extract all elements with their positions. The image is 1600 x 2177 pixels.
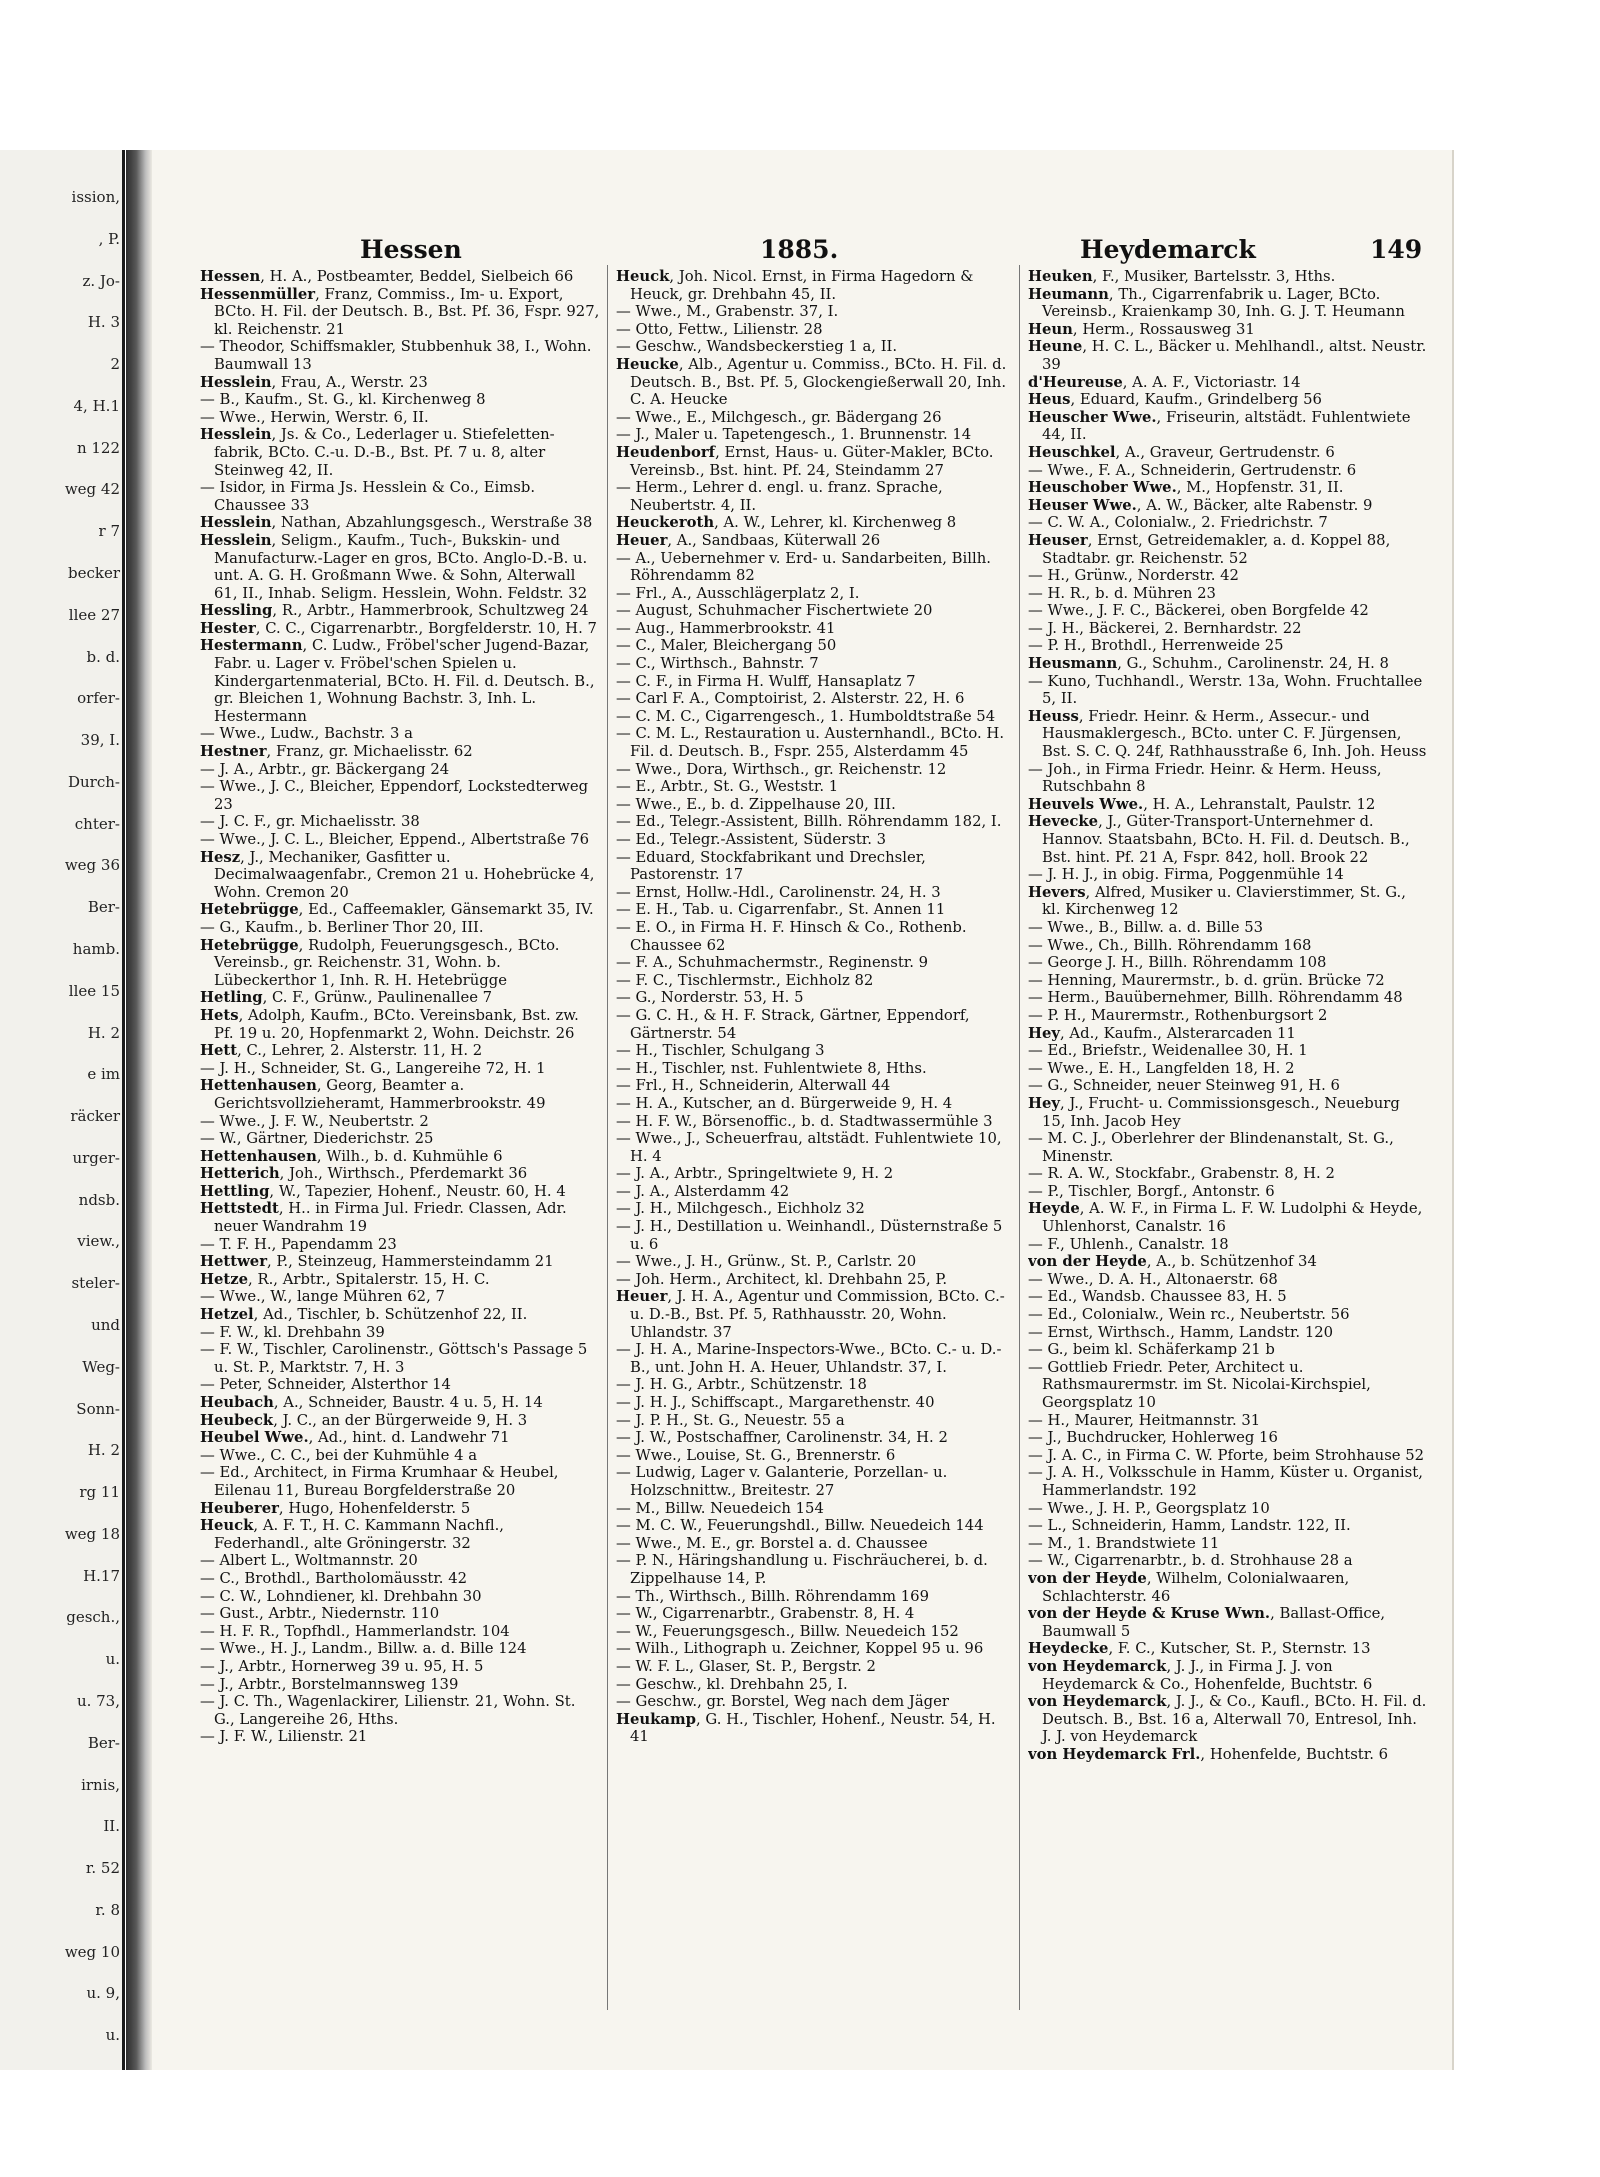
directory-entry: — Joh. Herm., Architect, kl. Drehbahn 25, P. bbox=[616, 1270, 948, 1288]
directory-entry: Hessling, R., Arbtr., Hammerbrook, Schultzweg 24 bbox=[200, 602, 589, 620]
directory-entry: — Wwe., J. C., Bleicher, Eppendorf, Lockstedterweg 23 bbox=[200, 778, 589, 813]
directory-entry: Hesz, J., Mechaniker, Gasfitter u. Decimalwaagenfabr., Cremon 21 u. Hohebrücke 4, Wohn. Cremon 20 bbox=[200, 848, 595, 901]
directory-entry: Heuken, F., Musiker, Bartelsstr. 3, Hths. bbox=[1028, 268, 1336, 285]
directory-entry: — Wwe., D. A. H., Altonaerstr. 68 bbox=[1028, 1270, 1278, 1288]
directory-entry: — Otto, Fettw., Lilienstr. 28 bbox=[616, 320, 823, 338]
directory-entry: — M., 1. Brandstwiete 11 bbox=[1028, 1534, 1220, 1552]
directory-entry: Hevecke, J., Güter-Transport-Unternehmer d. Hannov. Staatsbahn, BCto. H. Fil. d. Deutsch. B., Bst. hint. Pf. 21 A, Fspr. 842, holl. Brook 22 bbox=[1028, 813, 1410, 866]
directory-entry: — Wwe., E., Milchgesch., gr. Bädergang 26 bbox=[616, 408, 942, 426]
left-page-text-fragment: und bbox=[91, 1316, 120, 1334]
directory-entry: — Wwe., J. F. W., Neubertstr. 2 bbox=[200, 1112, 429, 1130]
left-page-text-fragment: H. 3 bbox=[87, 313, 120, 332]
directory-entry: — Wwe., J. F. C., Bäckerei, oben Borgfelde 42 bbox=[1028, 602, 1369, 620]
directory-entry: Heune, H. C. L., Bäcker u. Mehlhandl., altst. Neustr. 39 bbox=[1028, 338, 1427, 373]
directory-entry: Heus, Eduard, Kaufm., Grindelberg 56 bbox=[1028, 391, 1322, 409]
left-page-text-fragment: Durch- bbox=[68, 772, 120, 791]
directory-entry: — Aug., Hammerbrookstr. 41 bbox=[616, 619, 836, 637]
directory-entry: — J., Arbtr., Borstelmannsweg 139 bbox=[200, 1675, 459, 1693]
directory-entry: Hesslein, Js. & Co., Lederlager u. Stiefeletten-fabrik, BCto. C.-u. D.-B., Bst. Pf. 7 u. 8, alter Steinweg 42, II. bbox=[200, 426, 555, 479]
directory-column-2 bbox=[616, 268, 1016, 2008]
directory-entry: Hetebrügge, Ed., Caffeemakler, Gänsemarkt 35, IV. bbox=[200, 901, 594, 919]
directory-entry: Hestner, Franz, gr. Michaelisstr. 62 bbox=[200, 743, 473, 761]
directory-entry: — Wwe., Ludw., Bachstr. 3 a bbox=[200, 725, 413, 743]
directory-entry: Heudenborf, Ernst, Haus- u. Güter-Makler, BCto. Vereinsb., Bst. hint. Pf. 24, Steindamm 27 bbox=[616, 443, 994, 479]
left-page-text-fragment: räcker bbox=[70, 1107, 120, 1126]
directory-entry: Hesslein, Seligm., Kaufm., Tuch-, Bukskin- und Manufacturw.-Lager en gros, BCto. Anglo-D.-B. u. unt. A. G. H. Großmann Wwe. & Sohn, Alterwall 61, II., Inhab. Seligm. Hesslein, Wohn. Feldstr. 32 bbox=[200, 531, 588, 602]
directory-entry: Heun, Herm., Rossausweg 31 bbox=[1028, 320, 1255, 338]
left-page-text-fragment: u. bbox=[105, 1650, 120, 1669]
directory-entry: — J. A., Arbtr., gr. Bäckergang 24 bbox=[200, 760, 450, 778]
directory-entry: — C. F., in Firma H. Wulff, Hansaplatz 7 bbox=[616, 672, 916, 690]
directory-entry: Heuschober Wwe., M., Hopfenstr. 31, II. bbox=[1028, 479, 1344, 497]
directory-entry: — Herm., Lehrer d. engl. u. franz. Sprache, Neubertstr. 4, II. bbox=[616, 479, 943, 514]
column-divider bbox=[1019, 265, 1020, 2010]
directory-entry: — G., Schneider, neuer Steinweg 91, H. 6 bbox=[1028, 1077, 1340, 1095]
directory-entry: — Frl., H., Schneiderin, Alterwall 44 bbox=[616, 1077, 891, 1095]
directory-entry: — Carl F. A., Comptoirist, 2. Alsterstr. 22, H. 6 bbox=[616, 690, 965, 708]
directory-entry: — Eduard, Stockfabrikant und Drechsler, Pastorenstr. 17 bbox=[616, 848, 926, 884]
directory-entry: — Wwe., J. H., Grünw., St. P., Carlstr. 20 bbox=[616, 1253, 917, 1271]
directory-entry: — Ernst, Wirthsch., Hamm, Landstr. 120 bbox=[1028, 1323, 1334, 1341]
directory-entry: — Wwe., F. A., Schneiderin, Gertrudenstr. 6 bbox=[1028, 461, 1357, 479]
directory-entry: von Heydemarck Frl., Hohenfelde, Buchtstr. 6 bbox=[1028, 1745, 1389, 1763]
left-page-text-fragment: 39, I. bbox=[80, 731, 120, 750]
directory-entry: — Theodor, Schiffsmakler, Stubbenhuk 38, I., Wohn. Baumwall 13 bbox=[200, 338, 592, 373]
page-number: 149 bbox=[1370, 235, 1423, 264]
directory-entry: — H. R., b. d. Mühren 23 bbox=[1028, 584, 1216, 602]
directory-entry: — W., Gärtner, Diederichstr. 25 bbox=[200, 1130, 434, 1148]
directory-entry: Hestermann, C. Ludw., Fröbel'scher Jugend-Bazar, Fabr. u. Lager v. Fröbel'schen Spielen u. Kindergartenmaterial, BCto. H. Fil. d. Deutsch. B., gr. Bleichen 1, Wohnung Bachstr. 3, Inh. L. Hestermann bbox=[200, 637, 595, 725]
left-page-text-fragment: llee 15 bbox=[68, 981, 120, 1000]
directory-entry: — Geschw., kl. Drehbahn 25, I. bbox=[616, 1675, 848, 1693]
directory-entry: — J. A. H., Volksschule in Hamm, Küster u. Organist, Hammerlandstr. 192 bbox=[1028, 1464, 1423, 1499]
directory-entry: — E. O., in Firma H. F. Hinsch & Co., Rothenb. Chaussee 62 bbox=[616, 918, 967, 954]
directory-entry: — Peter, Schneider, Alsterthor 14 bbox=[200, 1376, 451, 1394]
directory-entry: — F., Uhlenh., Canalstr. 18 bbox=[1028, 1235, 1229, 1253]
directory-entry: — H. F. W., Börsenoffic., b. d. Stadtwassermühle 3 bbox=[616, 1112, 993, 1130]
directory-entry: Hester, C. C., Cigarrenarbtr., Borgfelderstr. 10, H. 7 bbox=[200, 619, 597, 637]
left-page-text-fragment: H. 2 bbox=[87, 1023, 120, 1042]
directory-entry: — W., Cigarrenarbtr., Grabenstr. 8, H. 4 bbox=[616, 1605, 915, 1623]
left-page-text-fragment: r 7 bbox=[98, 522, 120, 541]
left-page-text-fragment: becker bbox=[67, 564, 120, 582]
directory-entry: — J. A. C., in Firma C. W. Pforte, beim Strohhause 52 bbox=[1028, 1446, 1425, 1464]
directory-entry: — J. H. J., Schiffscapt., Margarethenstr. 40 bbox=[616, 1394, 935, 1411]
directory-entry: — J., Buchdrucker, Hohlerweg 16 bbox=[1028, 1429, 1278, 1447]
directory-entry: Heubach, A., Schneider, Baustr. 4 u. 5, H. 14 bbox=[200, 1394, 543, 1411]
directory-entry: — H. A., Kutscher, an d. Bürgerweide 9, H. 4 bbox=[616, 1094, 953, 1112]
left-page-text-fragment: r. 52 bbox=[85, 1859, 120, 1878]
directory-entry: — Geschw., gr. Borstel, Weg nach dem Jäger bbox=[616, 1693, 949, 1711]
directory-entry: — Isidor, in Firma Js. Hesslein & Co., Eimsb. Chaussee 33 bbox=[200, 479, 536, 514]
directory-entry: Hetze, R., Arbtr., Spitalerstr. 15, H. C. bbox=[200, 1270, 490, 1288]
directory-entry: — Wwe., M., Grabenstr. 37, I. bbox=[616, 303, 839, 321]
book-gutter bbox=[126, 150, 152, 2070]
directory-entry: — J. H. G., Arbtr., Schützenstr. 18 bbox=[616, 1376, 867, 1394]
directory-entry: Hets, Adolph, Kaufm., BCto. Vereinsbank, Bst. zw. Pf. 19 u. 20, Hopfenmarkt 2, Wohn. Deichstr. 26 bbox=[200, 1006, 579, 1042]
directory-entry: — Ernst, Hollw.-Hdl., Carolinenstr. 24, H. 3 bbox=[616, 883, 941, 901]
directory-entry: — P., Tischler, Borgf., Antonstr. 6 bbox=[1028, 1182, 1275, 1200]
left-page-text-fragment: steler- bbox=[71, 1274, 120, 1293]
directory-entry: — C. W., Lohndiener, kl. Drehbahn 30 bbox=[200, 1587, 482, 1605]
directory-entry: von der Heyde & Kruse Wwn., Ballast-Office, Baumwall 5 bbox=[1028, 1605, 1386, 1640]
directory-entry: Hettstedt, H.. in Firma Jul. Friedr. Classen, Adr. neuer Wandrahm 19 bbox=[200, 1200, 567, 1236]
directory-entry: — Ed., Wandsb. Chaussee 83, H. 5 bbox=[1028, 1288, 1287, 1306]
directory-entry: — C. M. C., Cigarrengesch., 1. Humboldtstraße 54 bbox=[616, 707, 996, 725]
running-head-left: Hessen bbox=[360, 235, 462, 264]
left-page-text-fragment: Sonn- bbox=[76, 1399, 120, 1418]
directory-entry: — Gust., Arbtr., Niedernstr. 110 bbox=[200, 1605, 440, 1623]
directory-entry: — Ed., Briefstr., Weidenallee 30, H. 1 bbox=[1028, 1042, 1308, 1060]
directory-entry: — Wwe., Ch., Billh. Röhrendamm 168 bbox=[1028, 936, 1312, 954]
directory-entry: — Gottlieb Friedr. Peter, Architect u. Rathsmaurermstr. im St. Nicolai-Kirchspiel, Georgsplatz 10 bbox=[1028, 1358, 1371, 1411]
directory-entry: — T. F. H., Papendamm 23 bbox=[200, 1235, 397, 1253]
directory-entry: Heuss, Friedr. Heinr. & Herm., Assecur.- und Hausmaklergesch., BCto. unter C. F. Jürgensen, Bst. S. C. Q. 24f, Rathhausstraße 6, Inh. Joh. Heuss bbox=[1028, 707, 1427, 761]
left-page-text-fragment: e im bbox=[87, 1065, 120, 1084]
directory-entry: — M., Billw. Neuedeich 154 bbox=[616, 1499, 824, 1517]
directory-entry: — P. H., Maurermstr., Rothenburgsort 2 bbox=[1028, 1006, 1328, 1024]
directory-entry: — E. H., Tab. u. Cigarrenfabr., St. Annen 11 bbox=[616, 901, 946, 919]
directory-entry: — F. A., Schuhmachermstr., Reginenstr. 9 bbox=[616, 954, 929, 972]
directory-entry: Heuscher Wwe., Friseurin, altstädt. Fuhlentwiete 44, II. bbox=[1028, 408, 1411, 444]
directory-entry: — Geschw., Wandsbeckerstieg 1 a, II. bbox=[616, 338, 898, 356]
directory-entry: Hessenmüller, Franz, Commiss., Im- u. Export, BCto. H. Fil. der Deutsch. B., Bst. Pf. 36, Fspr. 927, kl. Reichenstr. 21 bbox=[200, 285, 600, 338]
directory-entry: — L., Schneiderin, Hamm, Landstr. 122, II. bbox=[1028, 1517, 1351, 1535]
directory-entry: — Wwe., W., lange Mühren 62, 7 bbox=[200, 1288, 445, 1306]
left-page-text-fragment: weg 18 bbox=[64, 1524, 120, 1543]
left-page-text-fragment: rg 11 bbox=[79, 1483, 120, 1502]
left-page-text-fragment: Ber- bbox=[87, 898, 120, 917]
left-page-text-fragment: u. 9, bbox=[86, 1984, 120, 2003]
directory-entry: — Wwe., J. H. P., Georgsplatz 10 bbox=[1028, 1499, 1270, 1517]
running-head-right: Heydemarck bbox=[1080, 235, 1256, 264]
directory-entry: Heuvels Wwe., H. A., Lehranstalt, Paulstr. 12 bbox=[1028, 795, 1376, 813]
directory-entry: Heubeck, J. C., an der Bürgerweide 9, H. 3 bbox=[200, 1411, 528, 1429]
directory-entry: Heucke, Alb., Agentur u. Commiss., BCto. H. Fil. d. Deutsch. B., Bst. Pf. 5, Glockengießerwall 20, Inh. C. A. Heucke bbox=[616, 355, 1007, 409]
directory-entry: — J. H., Bäckerei, 2. Bernhardstr. 22 bbox=[1028, 619, 1302, 637]
directory-entry: Heyde, A. W. F., in Firma L. F. W. Ludolphi & Heyde, Uhlenhorst, Canalstr. 16 bbox=[1028, 1200, 1423, 1236]
directory-entry: — J., Maler u. Tapetengesch., 1. Brunnenstr. 14 bbox=[616, 426, 972, 444]
left-page-text-fragment: H.17 bbox=[83, 1566, 120, 1585]
directory-entry: — Wwe., H. J., Landm., Billw. a. d. Bille 124 bbox=[200, 1640, 527, 1658]
directory-entry: Heydecke, F. C., Kutscher, St. P., Sternstr. 13 bbox=[1028, 1640, 1371, 1658]
directory-entry: — Wwe., E., b. d. Zippelhause 20, III. bbox=[616, 795, 896, 813]
directory-column-1 bbox=[200, 268, 600, 2008]
directory-entry: — H., Tischler, Schulgang 3 bbox=[616, 1042, 825, 1060]
directory-entry: — Herm., Bauübernehmer, Billh. Röhrendamm 48 bbox=[1028, 989, 1403, 1007]
left-page-fragment bbox=[0, 150, 125, 2070]
directory-entry: — J. H., Milchgesch., Eichholz 32 bbox=[616, 1200, 865, 1218]
directory-entry: Hessen, H. A., Postbeamter, Beddel, Sielbeich 66 bbox=[200, 268, 574, 285]
directory-entry: Heuberer, Hugo, Hohenfelderstr. 5 bbox=[200, 1499, 471, 1517]
directory-entry: — J. H. A., Marine-Inspectors-Wwe., BCto. C.- u. D.-B., unt. John H. A. Heuer, Uhlandstr. 37, I. bbox=[616, 1341, 1002, 1376]
directory-entry: — J. W., Postschaffner, Carolinenstr. 34, H. 2 bbox=[616, 1429, 948, 1447]
directory-entry: — J. A., Alsterdamm 42 bbox=[616, 1182, 790, 1200]
directory-entry: — J. C. Th., Wagenlackirer, Lilienstr. 21, Wohn. St. G., Langereihe 26, Hths. bbox=[200, 1693, 576, 1728]
directory-entry: Heuser, Ernst, Getreidemakler, a. d. Koppel 88, Stadtabr. gr. Reichenstr. 52 bbox=[1028, 531, 1391, 567]
directory-entry: — Wwe., Louise, St. G., Brennerstr. 6 bbox=[616, 1446, 896, 1464]
directory-entry: von Heydemarck, J. J., & Co., Kaufl., BCto. H. Fil. d. Deutsch. B., Bst. 16 a, Alterwall 70, Entresol, Inh. J. J. von Heydemarck bbox=[1028, 1693, 1427, 1746]
directory-entry: — A., Uebernehmer v. Erd- u. Sandarbeiten, Billh. Röhrendamm 82 bbox=[616, 549, 991, 585]
left-page-text-fragment: u. bbox=[105, 2026, 120, 2045]
left-page-text-fragment: urger- bbox=[72, 1148, 120, 1167]
directory-entry: Heumann, Th., Cigarrenfabrik u. Lager, BCto. Vereinsb., Kraienkamp 30, Inh. G. J. T. Heumann bbox=[1028, 285, 1405, 321]
directory-entry: — F. C., Tischlermstr., Eichholz 82 bbox=[616, 971, 874, 989]
directory-entry: — C., Wirthsch., Bahnstr. 7 bbox=[616, 655, 819, 673]
left-page-text-fragment: weg 10 bbox=[64, 1942, 120, 1961]
left-page-text-fragment: irnis, bbox=[81, 1775, 120, 1794]
directory-entry: — Wwe., E. H., Langfelden 18, H. 2 bbox=[1028, 1059, 1295, 1077]
directory-entry: Hesslein, Frau, A., Werstr. 23 bbox=[200, 373, 428, 391]
directory-entry: von Heydemarck, J. J., in Firma J. J. von Heydemarck & Co., Hohenfelde, Buchtstr. 6 bbox=[1028, 1657, 1373, 1693]
left-page-text-fragment: II. bbox=[103, 1817, 120, 1836]
directory-entry: — J. A., Arbtr., Springeltwiete 9, H. 2 bbox=[616, 1165, 894, 1183]
directory-entry: — J. H., Destillation u. Weinhandl., Düsternstraße 5 u. 6 bbox=[616, 1218, 1003, 1253]
directory-entry: — J. C. F., gr. Michaelisstr. 38 bbox=[200, 813, 420, 831]
left-page-text-fragment: Ber- bbox=[87, 1733, 120, 1752]
left-page-text-fragment: ission, bbox=[71, 188, 120, 206]
directory-entry: — H., Maurer, Heitmannstr. 31 bbox=[1028, 1411, 1261, 1429]
directory-entry: — W., Feuerungsgesch., Billw. Neuedeich 152 bbox=[616, 1622, 959, 1640]
directory-entry: — C., Maler, Bleichergang 50 bbox=[616, 637, 837, 655]
directory-entry: — Wilh., Lithograph u. Zeichner, Koppel 95 u. 96 bbox=[616, 1640, 984, 1658]
directory-entry: — P. H., Brothdl., Herrenweide 25 bbox=[1028, 637, 1284, 655]
directory-entry: Hesslein, Nathan, Abzahlungsgesch., Werstraße 38 bbox=[200, 514, 593, 532]
directory-entry: — J. H. J., in obig. Firma, Poggenmühle 14 bbox=[1028, 866, 1344, 884]
left-page-text-fragment: weg 42 bbox=[64, 480, 120, 499]
directory-entry: — Wwe., B., Billw. a. d. Bille 53 bbox=[1028, 918, 1264, 936]
directory-entry: — F. W., Tischler, Carolinenstr., Göttsch's Passage 5 u. St. P., Marktstr. 7, H. 3 bbox=[200, 1341, 588, 1376]
directory-entry: — Ludwig, Lager v. Galanterie, Porzellan- u. Holzschnittw., Breitestr. 27 bbox=[616, 1464, 948, 1499]
directory-entry: — George J. H., Billh. Röhrendamm 108 bbox=[1028, 954, 1327, 972]
left-page-text-fragment: orfer- bbox=[77, 689, 120, 708]
directory-entry: — G. C. H., & H. F. Strack, Gärtner, Eppendorf, Gärtnerstr. 54 bbox=[616, 1006, 970, 1042]
directory-entry: — C., Brothdl., Bartholomäusstr. 42 bbox=[200, 1569, 468, 1587]
directory-entry: — W., Cigarrenarbtr., b. d. Strohhause 28 a bbox=[1028, 1552, 1353, 1570]
directory-entry: Heuer, J. H. A., Agentur und Commission, BCto. C.- u. D.-B., Bst. Pf. 5, Rathhausstr. 20, Wohn. Uhlandstr. 37 bbox=[616, 1288, 1005, 1341]
directory-entry: Hey, J., Frucht- u. Commissionsgesch., Neueburg 15, Inh. Jacob Hey bbox=[1028, 1094, 1400, 1130]
directory-entry: — August, Schuhmacher Fischertwiete 20 bbox=[616, 602, 933, 620]
directory-entry: — H. F. R., Topfhdl., Hammerlandstr. 104 bbox=[200, 1622, 510, 1640]
left-page-text-fragment: z. Jo- bbox=[82, 271, 120, 290]
directory-entry: — P. N., Häringshandlung u. Fischräucherei, b. d. Zippelhause 14, P. bbox=[616, 1552, 988, 1587]
directory-entry: — G., Norderstr. 53, H. 5 bbox=[616, 989, 804, 1007]
directory-entry: — M. C. W., Feuerungshdl., Billw. Neuedeich 144 bbox=[616, 1517, 984, 1535]
directory-entry: — Ed., Telegr.-Assistent, Süderstr. 3 bbox=[616, 831, 887, 848]
directory-entry: — H., Grünw., Norderstr. 42 bbox=[1028, 567, 1239, 585]
left-page-text-fragment: , P. bbox=[98, 229, 120, 248]
column-divider bbox=[607, 265, 608, 2010]
left-page-text-fragment: 4, H.1 bbox=[73, 396, 120, 415]
directory-entry: Heuschkel, A., Graveur, Gertrudenstr. 6 bbox=[1028, 443, 1335, 461]
directory-entry: von der Heyde, Wilhelm, Colonialwaaren, Schlachterstr. 46 bbox=[1028, 1569, 1350, 1605]
directory-entry: — C. M. L., Restauration u. Austernhandl., BCto. H. Fil. d. Deutsch. B., Fspr. 255, Alsterdamm 45 bbox=[616, 725, 1005, 761]
directory-entry: — Albert L., Woltmannstr. 20 bbox=[200, 1552, 418, 1570]
directory-entry: Hettenhausen, Wilh., b. d. Kuhmühle 6 bbox=[200, 1147, 503, 1165]
left-page-text-fragment: view., bbox=[77, 1232, 120, 1251]
directory-entry: — M. C. J., Oberlehrer der Blindenanstalt, St. G., Minenstr. bbox=[1028, 1130, 1394, 1165]
directory-entry: — E., Arbtr., St. G., Weststr. 1 bbox=[616, 778, 839, 796]
directory-entry: — Ed., Architect, in Firma Krumhaar & Heubel, Eilenau 11, Bureau Borgfelderstraße 20 bbox=[200, 1464, 559, 1499]
directory-entry: Hetterich, Joh., Wirthsch., Pferdemarkt 36 bbox=[200, 1165, 528, 1183]
left-page-text-fragment: gesch., bbox=[66, 1608, 120, 1627]
directory-entry: — H., Tischler, nst. Fuhlentwiete 8, Hths. bbox=[616, 1059, 927, 1077]
directory-entry: — J. H., Schneider, St. G., Langereihe 72, H. 1 bbox=[200, 1059, 546, 1077]
left-page-text-fragment: hamb. bbox=[72, 940, 120, 958]
directory-column-3 bbox=[1028, 268, 1428, 2008]
directory-entry: Heuser Wwe., A. W., Bäcker, alte Rabenstr. 9 bbox=[1028, 496, 1373, 514]
directory-entry: Hevers, Alfred, Musiker u. Clavierstimmer, St. G., kl. Kirchenweg 12 bbox=[1028, 883, 1406, 919]
directory-entry: — Henning, Maurermstr., b. d. grün. Brücke 72 bbox=[1028, 971, 1385, 989]
left-page-text-fragment: b. d. bbox=[86, 647, 120, 666]
left-page-text-fragment: 2 bbox=[110, 355, 120, 374]
directory-entry: — Ed., Telegr.-Assistent, Billh. Röhrendamm 182, I. bbox=[616, 813, 1002, 831]
running-head-year: 1885. bbox=[760, 235, 839, 264]
left-page-text-fragment: r. 8 bbox=[95, 1900, 120, 1919]
directory-entry: Hetzel, Ad., Tischler, b. Schützenhof 22, II. bbox=[200, 1306, 528, 1324]
directory-entry: — Wwe., J., Scheuerfrau, altstädt. Fuhlentwiete 10, H. 4 bbox=[616, 1130, 1002, 1165]
directory-entry: — C. W. A., Colonialw., 2. Friedrichstr. 7 bbox=[1028, 514, 1328, 532]
directory-entry: Heuer, A., Sandbaas, Küterwall 26 bbox=[616, 531, 881, 549]
directory-entry: — W. F. L., Glaser, St. P., Bergstr. 2 bbox=[616, 1657, 876, 1675]
left-page-text-fragment: weg 36 bbox=[64, 856, 120, 875]
left-page-text-fragment: u. 73, bbox=[76, 1692, 120, 1710]
directory-entry: — Kuno, Tuchhandl., Werstr. 13a, Wohn. Fruchtallee 5, II. bbox=[1028, 672, 1423, 708]
directory-entry: — F. W., kl. Drehbahn 39 bbox=[200, 1323, 385, 1341]
directory-entry: Heusmann, G., Schuhm., Carolinenstr. 24, H. 8 bbox=[1028, 655, 1389, 673]
left-page-text-fragment: Weg- bbox=[82, 1357, 120, 1376]
left-page-text-fragment: llee 27 bbox=[68, 605, 120, 624]
directory-entry: von der Heyde, A., b. Schützenhof 34 bbox=[1028, 1253, 1317, 1271]
directory-entry: — Wwe., Herwin, Werstr. 6, II. bbox=[200, 408, 429, 426]
directory-entry: — Joh., in Firma Friedr. Heinr. & Herm. Heuss, Rutschbahn 8 bbox=[1028, 760, 1382, 796]
directory-entry: Hettenhausen, Georg, Beamter a. Gerichtsvollzieheramt, Hammerbrookstr. 49 bbox=[200, 1077, 546, 1112]
directory-entry: — Wwe., Dora, Wirthsch., gr. Reichenstr. 12 bbox=[616, 760, 947, 778]
directory-entry: Hettling, W., Tapezier, Hohenf., Neustr. 60, H. 4 bbox=[200, 1182, 566, 1200]
directory-entry: Heuck, A. F. T., H. C. Kammann Nachfl., Federhandl., alte Gröningerstr. 32 bbox=[200, 1517, 504, 1552]
directory-entry: Heubel Wwe., Ad., hint. d. Landwehr 71 bbox=[200, 1429, 510, 1447]
directory-entry: — J. P. H., St. G., Neuestr. 55 a bbox=[616, 1411, 845, 1429]
directory-entry: — J. F. W., Lilienstr. 21 bbox=[200, 1728, 368, 1746]
left-page-text-fragment: ndsb. bbox=[78, 1190, 120, 1209]
directory-entry: Hettwer, P., Steinzeug, Hammersteindamm 21 bbox=[200, 1253, 554, 1271]
directory-entry: Heukamp, G. H., Tischler, Hohenf., Neustr. 54, H. 41 bbox=[616, 1710, 996, 1746]
directory-entry: Hett, C., Lehrer, 2. Alsterstr. 11, H. 2 bbox=[200, 1042, 483, 1060]
directory-entry: Hetebrügge, Rudolph, Feuerungsgesch., BCto. Vereinsb., gr. Reichenstr. 31, Wohn. b. Lübeckerthor 1, Inh. R. H. Hetebrügge bbox=[200, 936, 560, 989]
left-page-text-fragment: chter- bbox=[74, 814, 120, 833]
directory-entry: — R. A. W., Stockfabr., Grabenstr. 8, H. 2 bbox=[1028, 1165, 1335, 1183]
left-page-text-fragment: n 122 bbox=[76, 438, 120, 457]
left-page-text-fragment: H. 2 bbox=[87, 1441, 120, 1460]
directory-entry: — G., Kaufm., b. Berliner Thor 20, III. bbox=[200, 918, 484, 936]
directory-entry: — Ed., Colonialw., Wein rc., Neubertstr. 56 bbox=[1028, 1306, 1350, 1324]
directory-entry: Heuck, Joh. Nicol. Ernst, in Firma Hagedorn & Heuck, gr. Drehbahn 45, II. bbox=[616, 268, 974, 303]
directory-entry: — Th., Wirthsch., Billh. Röhrendamm 169 bbox=[616, 1587, 930, 1605]
directory-entry: — Wwe., J. C. L., Bleicher, Eppend., Albertstraße 76 bbox=[200, 831, 589, 848]
directory-entry: — Wwe., C. C., bei der Kuhmühle 4 a bbox=[200, 1446, 478, 1464]
directory-entry: d'Heureuse, A. A. F., Victoriastr. 14 bbox=[1028, 373, 1301, 391]
directory-entry: — G., beim kl. Schäferkamp 21 b bbox=[1028, 1341, 1275, 1359]
directory-entry: — Frl., A., Ausschlägerplatz 2, I. bbox=[616, 584, 860, 602]
directory-entry: Hetling, C. F., Grünw., Paulinenallee 7 bbox=[200, 989, 493, 1007]
directory-entry: — B., Kaufm., St. G., kl. Kirchenweg 8 bbox=[200, 391, 486, 409]
directory-entry: Heuckeroth, A. W., Lehrer, kl. Kirchenweg 8 bbox=[616, 514, 957, 532]
directory-entry: — J., Arbtr., Hornerweg 39 u. 95, H. 5 bbox=[200, 1657, 484, 1675]
directory-entry: — Wwe., M. E., gr. Borstel a. d. Chaussee bbox=[616, 1534, 928, 1552]
directory-entry: Hey, Ad., Kaufm., Alsterarcaden 11 bbox=[1028, 1024, 1296, 1042]
